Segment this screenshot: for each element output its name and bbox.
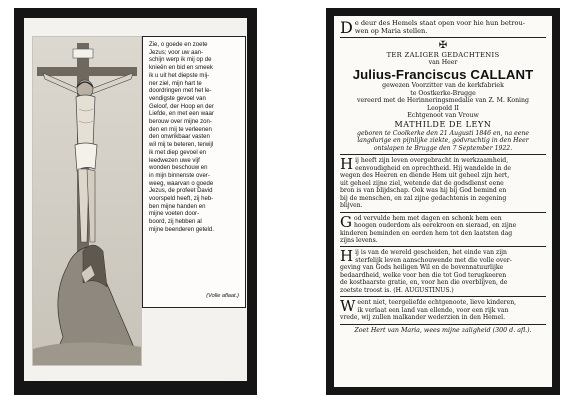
paragraph-line: ij is van de wereld gescheiden, het einde van zijn (355, 249, 507, 257)
prayer-card-front-inner (24, 18, 247, 381)
paragraph-line: hoogen ouderdom als eerekroon en sieraad, en zijne (353, 222, 517, 230)
prayer-line: mijne beenderen geteld. (149, 226, 214, 233)
prayer-line: boord, zij hebben al (149, 219, 202, 226)
divider (340, 296, 546, 297)
crucifixion-illustration (32, 36, 142, 366)
paragraph-line: sterfelijk leven aanschouwende met die volle over- (355, 256, 512, 264)
paragraph-line: ik verlaat een land van ellende, voor een rijk van (357, 306, 509, 314)
prayer-line: wonden beschouw en (149, 165, 208, 172)
prayer-line: Liefde, en met een waar (149, 111, 214, 118)
prayer-line: Jezus; voor uw aan- (149, 49, 204, 56)
prayer-line: ben mijne handen en (149, 203, 206, 210)
memorial-card-back (326, 8, 560, 395)
prayer-line: berouw over mijne zon- (149, 119, 212, 126)
role-line: Leopold II (427, 104, 459, 112)
prayer-line: knieën en bid en smeek (149, 65, 213, 72)
prayer-line: ik u uit het diepste mij- (149, 72, 210, 79)
divider (340, 246, 546, 247)
opening-verse (340, 19, 546, 35)
paragraph-line: geving van Gods heiligen Wil en de bovennatuurlijke (340, 264, 504, 272)
paragraph-line: ij heeft zijn leven overgebracht in werkzaamheid, (355, 157, 509, 165)
divider (340, 324, 546, 325)
paragraph-line: vrede, wij zullen malkander wederzien in den Hemel. (340, 314, 506, 322)
prayer-line: Geloof, der Hoop en der (149, 103, 214, 110)
prayer-card-front (14, 8, 257, 395)
spouse-name: MATHILDE DE LEYN (394, 119, 492, 129)
paragraph-line: blijven. (340, 202, 363, 210)
indulgence-note: (Volle aflaat.) (206, 293, 239, 300)
paragraph-old-age (340, 212, 546, 245)
prayer-line: in mijn binnenste over- (149, 172, 210, 179)
role-line: Echtgenoot van Vrouw (407, 112, 479, 120)
prayer-text-box (142, 36, 246, 308)
divider (340, 37, 546, 38)
card-front-footer (24, 373, 247, 383)
memorial-card-back-inner (334, 16, 552, 387)
paragraph-line: wegen des Heeren en diende Hem uit geheel zijn hert, (340, 172, 510, 180)
prayer-line: schijn werp ik mij op de (149, 57, 212, 64)
role-line: gewezen Voorzitter van de kerkfabriek (382, 82, 504, 89)
paragraph-line: zoetste troost is. (H. AUGUSTINUS.) (340, 286, 454, 294)
prayer-line: voorspeld heeft, zij heb- (149, 196, 214, 203)
paragraph-farewell (340, 299, 546, 321)
crucifix-image (33, 37, 142, 366)
paragraph-line: bron is van blijdschap. Ook was hij bij God bemind en (340, 187, 507, 195)
prayer-line: Zie, o goede en zoete (149, 42, 208, 48)
cross-ornament-icon: ✠ (438, 40, 448, 52)
birth-death-line: langdurige en pijnlijke ziekte, godvruchtig in den Heer (357, 137, 529, 145)
deceased-name: Julius-Franciscus CALLANT (352, 67, 534, 82)
divider (340, 212, 546, 213)
prayer-line: weeg, waarvan o goede (149, 180, 214, 187)
prayer-line: Jezus, de profeet David (149, 188, 213, 195)
prayer-line: den onwrikbaar vasten (149, 134, 210, 141)
opening-line: e deur des Hemels staat open voor hie hun betrou- (354, 19, 525, 27)
paragraph-dropcap: W (340, 297, 356, 316)
prayer-line: vendigste gevoel van (149, 95, 206, 102)
paragraph-dropcap: G (340, 212, 352, 231)
publisher-mark: O-G (34, 375, 45, 381)
paragraph-line: od vervulde hem met dagen en schonk hem een (353, 214, 502, 222)
paragraph-dropcap: H (340, 247, 354, 266)
paragraph-line: eenvoudigheid en oprechtheid. Hij wandelde in de (355, 164, 512, 172)
memorial-heading-sub: van Heer (428, 59, 458, 67)
paragraph-life (340, 157, 546, 209)
paragraph-line: zijns levens. (340, 237, 378, 244)
role-line: te Oostkerke-Brugge (410, 89, 476, 97)
opening-dropcap: D (340, 18, 353, 37)
paragraph-line: uit geheel zijne ziel, wetende dat de godsdienst eene (340, 179, 504, 187)
paragraph-line: bij de menschen, en zal zijne gedachtenis in zegening (340, 194, 507, 202)
memorial-heading: TER ZALIGER GEDACHTENIS (386, 51, 500, 60)
paragraph-line: de kostbaarste gratie, en, voor hen die overblijven, de (340, 279, 508, 287)
prayer-line: den en mij te verleenen (149, 126, 212, 133)
prayer-line: wil mij te beteren, terwijl (149, 142, 214, 149)
paragraph-line: eent niet, teergeliefde echtgenoote, lieve kinderen, (357, 299, 517, 307)
prayer-line: ik met diep gevoel en (149, 149, 207, 156)
paragraph-dropcap: H (340, 155, 354, 174)
birth-death-line: geboren te Coolkerke den 21 Augusti 1846 en, na eene (357, 129, 529, 137)
prayer-line: doordringen met het le- (149, 88, 212, 95)
closing-invocation: Zoet Hert van Maria, wees mijne zaligheid (300 d. afl.). (354, 326, 532, 334)
series-number: DB 6 (224, 375, 237, 381)
paragraph-departure (340, 249, 546, 294)
paragraph-line: bedaardheid, welke voor hen die tot God terugkeeren (340, 271, 507, 279)
divider (340, 154, 546, 155)
prayer-line: mijne voeten door- (149, 211, 200, 218)
opening-line: wen op Maria stellen. (354, 27, 428, 36)
prayer-line: leedwezen uwe vijf (149, 157, 200, 164)
prayer-line: ner ziel, mijn hart te (149, 80, 202, 87)
paragraph-line: kinderen beminden en eerden hem tot den laatsten dag (340, 229, 513, 237)
birth-death-line: ontslapen te Brugge den 7 September 1922. (373, 144, 513, 152)
role-line: vereerd met de Herinneringsmedalie van Z. M. Koning (357, 97, 529, 105)
